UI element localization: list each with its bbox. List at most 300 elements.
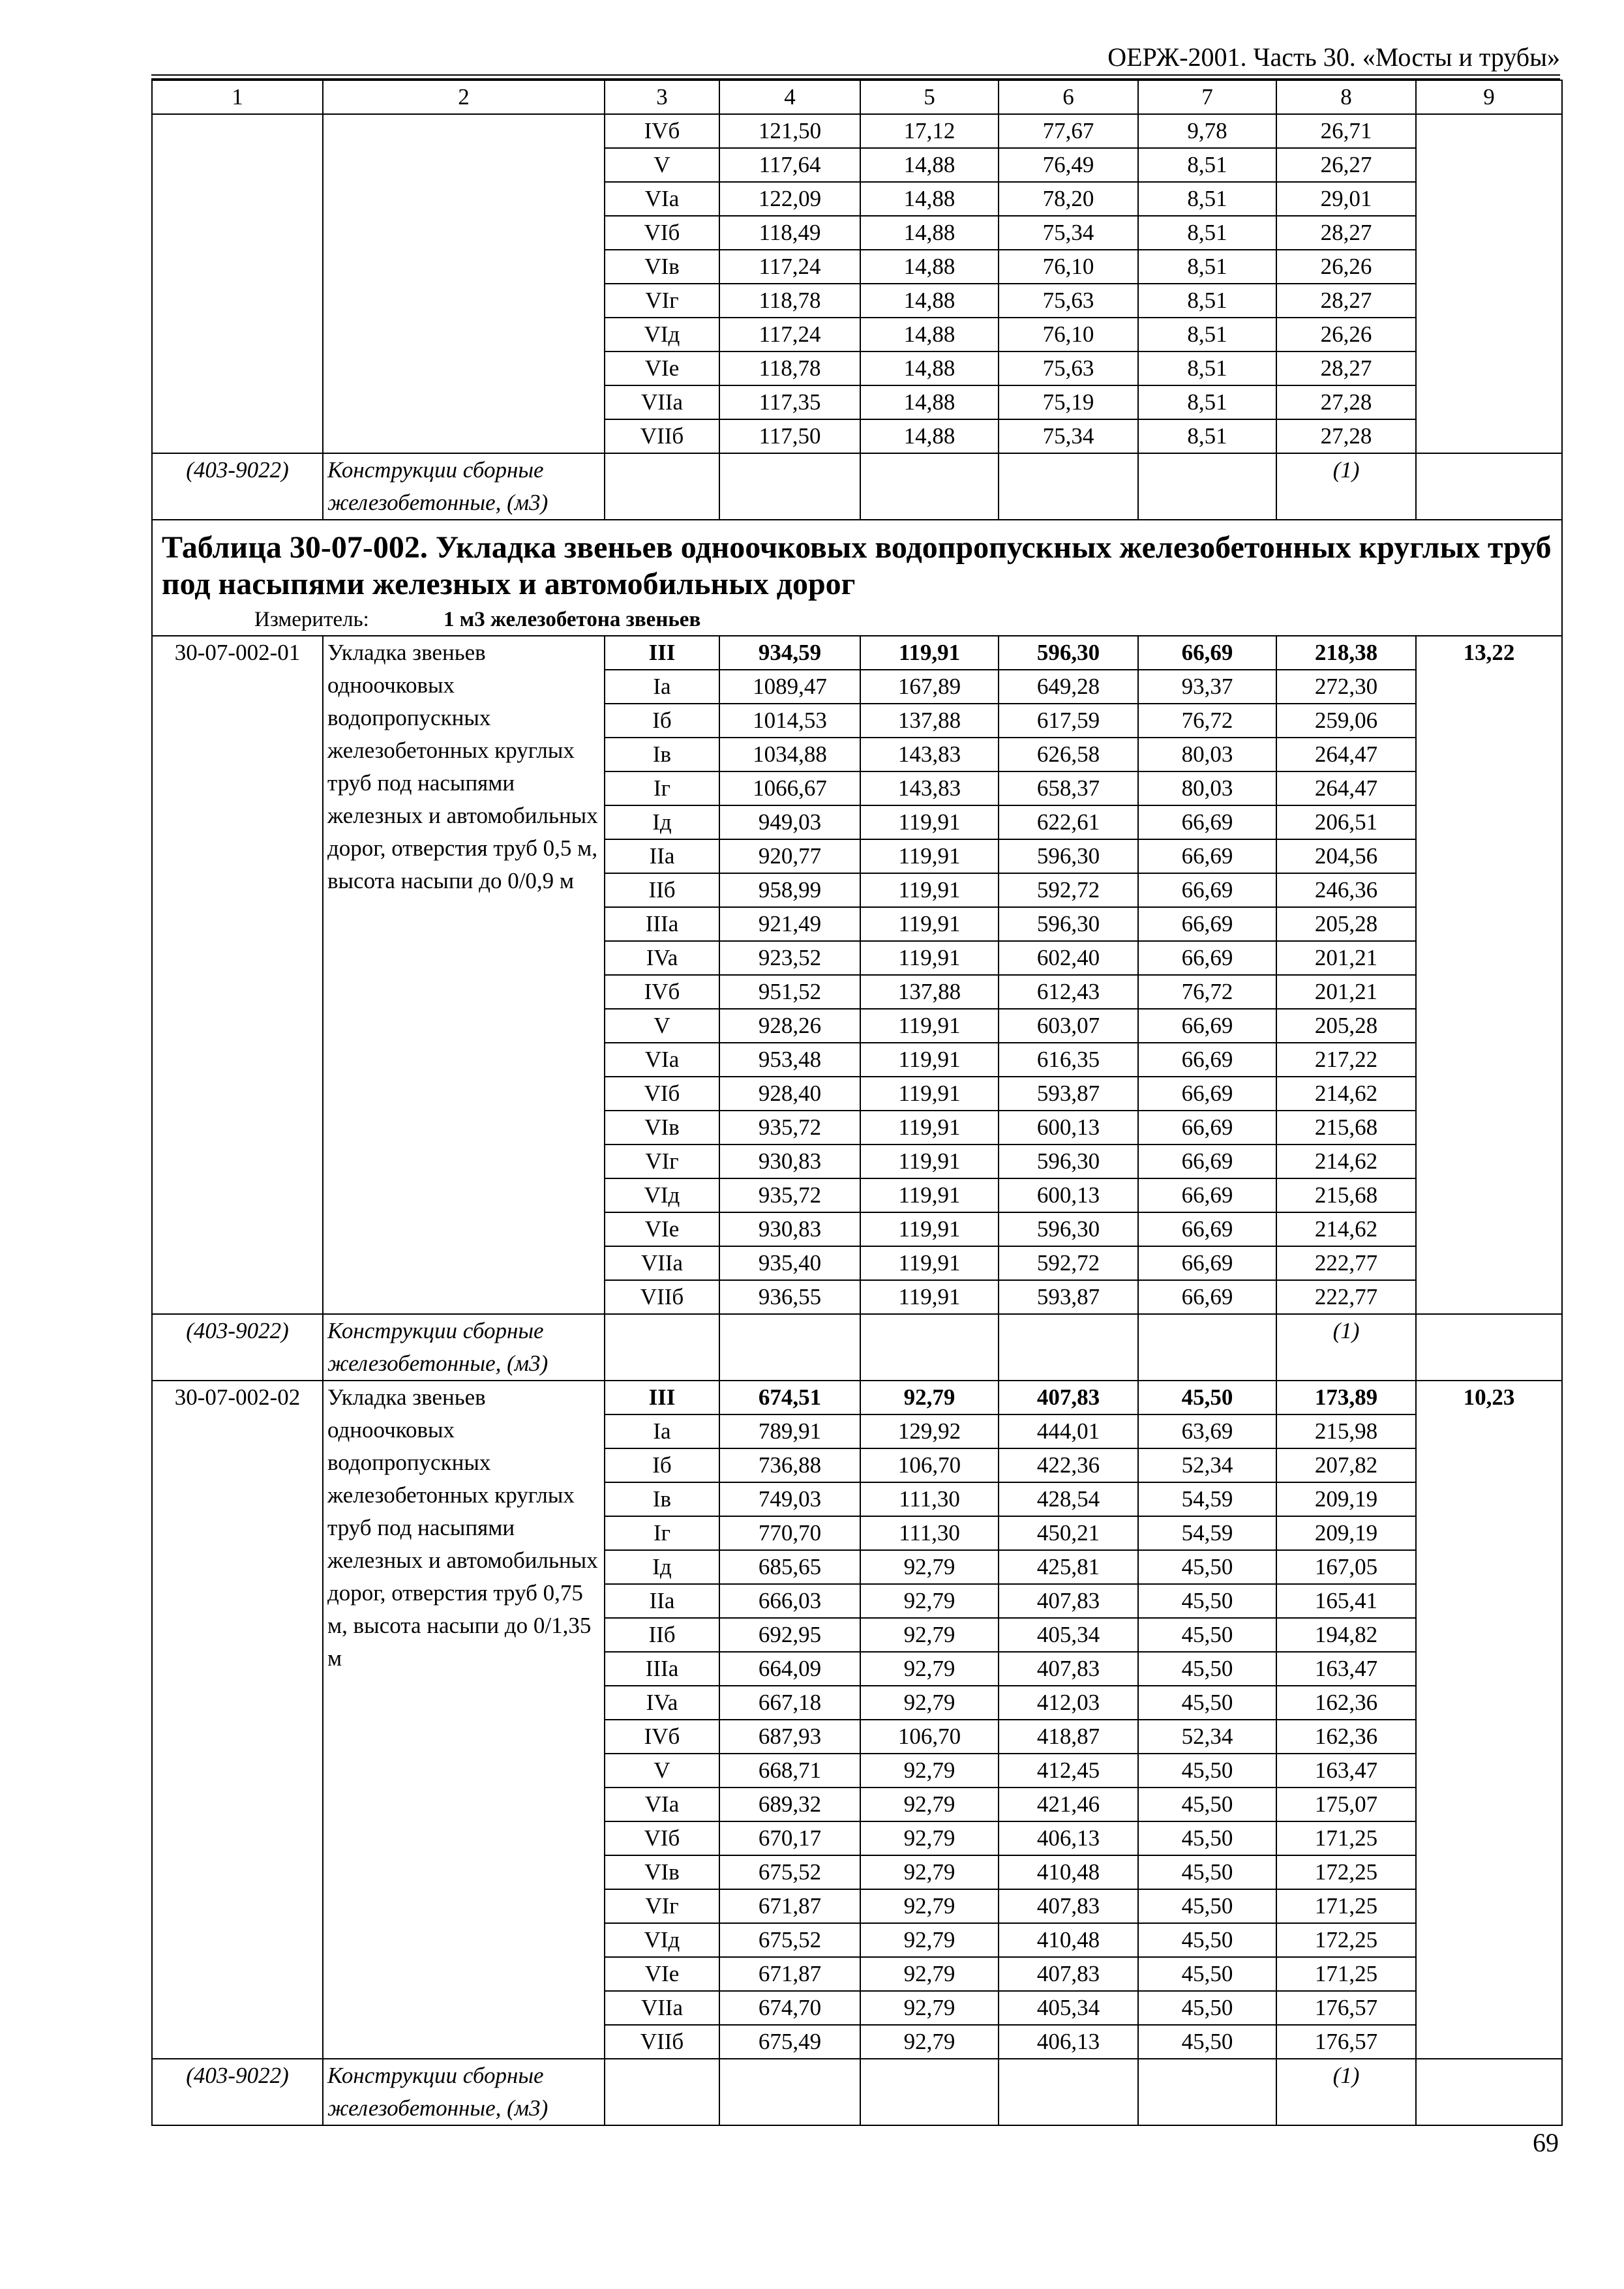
value-cell: 8,51 bbox=[1138, 250, 1276, 284]
value-cell: IVб bbox=[605, 1720, 719, 1754]
value-cell: 626,58 bbox=[999, 738, 1138, 771]
value-cell: 162,36 bbox=[1276, 1720, 1416, 1754]
value-cell: 204,56 bbox=[1276, 839, 1416, 873]
value-cell: Iв bbox=[605, 738, 719, 771]
ref-desc: Конструкции сборные железобетонные, (м3) bbox=[323, 2059, 605, 2125]
col9-cell bbox=[1416, 114, 1562, 453]
value-cell: VIa bbox=[605, 182, 719, 216]
value-cell: VIe bbox=[605, 352, 719, 385]
value-cell: Ia bbox=[605, 1414, 719, 1448]
value-cell: 9,78 bbox=[1138, 114, 1276, 148]
table-title: Таблица 30-07-002. Укладка звеньев одноочковых водопропускных железобетонных круглых труб под насыпями железных и автомобильных дорог bbox=[162, 530, 1552, 601]
empty-cell bbox=[605, 453, 719, 520]
value-cell: 405,34 bbox=[999, 1991, 1138, 2025]
value-cell: 119,91 bbox=[860, 636, 999, 670]
value-cell: 76,72 bbox=[1138, 975, 1276, 1009]
value-cell: 119,91 bbox=[860, 1178, 999, 1212]
value-cell: 407,83 bbox=[999, 1381, 1138, 1414]
value-cell: Iг bbox=[605, 771, 719, 805]
value-cell: 66,69 bbox=[1138, 1009, 1276, 1043]
value-cell: 1034,88 bbox=[719, 738, 860, 771]
value-cell: 92,79 bbox=[860, 1855, 999, 1889]
empty-cell bbox=[999, 453, 1138, 520]
value-cell: 407,83 bbox=[999, 1957, 1138, 1991]
value-cell: 222,77 bbox=[1276, 1280, 1416, 1314]
value-cell: 171,25 bbox=[1276, 1889, 1416, 1923]
value-cell: 215,68 bbox=[1276, 1111, 1416, 1144]
value-cell: 8,51 bbox=[1138, 284, 1276, 318]
value-cell: 117,24 bbox=[719, 318, 860, 352]
empty-cell bbox=[860, 453, 999, 520]
value-cell: 45,50 bbox=[1138, 1381, 1276, 1414]
column-number: 5 bbox=[860, 80, 999, 114]
value-cell: VIв bbox=[605, 1111, 719, 1144]
value-cell: 75,19 bbox=[999, 385, 1138, 419]
value-cell: 664,09 bbox=[719, 1652, 860, 1686]
value-cell: 674,51 bbox=[719, 1381, 860, 1414]
table-row bbox=[152, 636, 1562, 670]
value-cell: 921,49 bbox=[719, 907, 860, 941]
value-cell: 172,25 bbox=[1276, 1855, 1416, 1889]
value-cell: 407,83 bbox=[999, 1652, 1138, 1686]
value-cell: 111,30 bbox=[860, 1482, 999, 1516]
value-cell: 935,72 bbox=[719, 1178, 860, 1212]
value-cell: 689,32 bbox=[719, 1788, 860, 1821]
value-cell: 8,51 bbox=[1138, 182, 1276, 216]
value-cell: 935,72 bbox=[719, 1111, 860, 1144]
value-cell: IIб bbox=[605, 873, 719, 907]
value-cell: 76,72 bbox=[1138, 704, 1276, 738]
value-cell: 259,06 bbox=[1276, 704, 1416, 738]
value-cell: 66,69 bbox=[1138, 839, 1276, 873]
value-cell: 92,79 bbox=[860, 1652, 999, 1686]
empty-cell bbox=[860, 1314, 999, 1381]
value-cell: 175,07 bbox=[1276, 1788, 1416, 1821]
value-cell: VIIб bbox=[605, 1280, 719, 1314]
value-cell: 66,69 bbox=[1138, 1246, 1276, 1280]
value-cell: 1089,47 bbox=[719, 670, 860, 704]
value-cell: 45,50 bbox=[1138, 1957, 1276, 1991]
value-cell: IVб bbox=[605, 114, 719, 148]
value-cell: 930,83 bbox=[719, 1212, 860, 1246]
value-cell: 66,69 bbox=[1138, 873, 1276, 907]
value-cell: Iг bbox=[605, 1516, 719, 1550]
value-cell: 93,37 bbox=[1138, 670, 1276, 704]
value-cell: 8,51 bbox=[1138, 385, 1276, 419]
value-cell: III bbox=[605, 636, 719, 670]
value-cell: 45,50 bbox=[1138, 1618, 1276, 1652]
value-cell: 119,91 bbox=[860, 1144, 999, 1178]
value-cell: IIa bbox=[605, 1584, 719, 1618]
value-cell: 54,59 bbox=[1138, 1516, 1276, 1550]
column-number: 2 bbox=[323, 80, 605, 114]
value-cell: 205,28 bbox=[1276, 907, 1416, 941]
value-cell: 45,50 bbox=[1138, 1923, 1276, 1957]
item-col9: 10,23 bbox=[1416, 1381, 1562, 2059]
value-cell: 28,27 bbox=[1276, 216, 1416, 250]
value-cell: 666,03 bbox=[719, 1584, 860, 1618]
item-col9: 13,22 bbox=[1416, 636, 1562, 1314]
column-number: 9 bbox=[1416, 80, 1562, 114]
value-cell: 106,70 bbox=[860, 1720, 999, 1754]
value-cell: 45,50 bbox=[1138, 1788, 1276, 1821]
value-cell: 119,91 bbox=[860, 1009, 999, 1043]
page-number: 69 bbox=[1533, 2128, 1559, 2157]
value-cell: 418,87 bbox=[999, 1720, 1138, 1754]
empty-cell bbox=[1138, 1314, 1276, 1381]
value-cell: 209,19 bbox=[1276, 1516, 1416, 1550]
value-cell: 92,79 bbox=[860, 1923, 999, 1957]
ref-code: (403-9022) bbox=[152, 1314, 323, 1381]
value-cell: 692,95 bbox=[719, 1618, 860, 1652]
value-cell: 749,03 bbox=[719, 1482, 860, 1516]
value-cell: Iб bbox=[605, 704, 719, 738]
measure-value: 1 м3 железобетона звеньев bbox=[444, 608, 701, 631]
value-cell: 217,22 bbox=[1276, 1043, 1416, 1077]
value-cell: 218,38 bbox=[1276, 636, 1416, 670]
value-cell: 405,34 bbox=[999, 1618, 1138, 1652]
value-cell: 28,27 bbox=[1276, 352, 1416, 385]
value-cell: 117,35 bbox=[719, 385, 860, 419]
value-cell: 600,13 bbox=[999, 1111, 1138, 1144]
value-cell: 66,69 bbox=[1138, 1077, 1276, 1111]
value-cell: 201,21 bbox=[1276, 941, 1416, 975]
value-cell: 14,88 bbox=[860, 216, 999, 250]
value-cell: 602,40 bbox=[999, 941, 1138, 975]
table-title-row bbox=[152, 520, 1562, 636]
value-cell: IVa bbox=[605, 941, 719, 975]
value-cell: 930,83 bbox=[719, 1144, 860, 1178]
value-cell: 600,13 bbox=[999, 1178, 1138, 1212]
desc-cell bbox=[323, 114, 605, 453]
value-cell: 165,41 bbox=[1276, 1584, 1416, 1618]
value-cell: 406,13 bbox=[999, 2025, 1138, 2059]
value-cell: 66,69 bbox=[1138, 1212, 1276, 1246]
value-cell: Iб bbox=[605, 1448, 719, 1482]
value-cell: 117,64 bbox=[719, 148, 860, 182]
empty-cell bbox=[1138, 2059, 1276, 2125]
measure-label: Измеритель: bbox=[254, 608, 369, 631]
value-cell: 171,25 bbox=[1276, 1821, 1416, 1855]
header-title: ОЕРЖ-2001. Часть 30. «Мосты и трубы» bbox=[1107, 42, 1560, 72]
value-cell: 28,27 bbox=[1276, 284, 1416, 318]
value-cell: 117,50 bbox=[719, 419, 860, 453]
value-cell: 410,48 bbox=[999, 1923, 1138, 1957]
value-cell: 214,62 bbox=[1276, 1077, 1416, 1111]
empty-cell bbox=[719, 453, 860, 520]
value-cell: VIa bbox=[605, 1788, 719, 1821]
value-cell: 410,48 bbox=[999, 1855, 1138, 1889]
value-cell: Ia bbox=[605, 670, 719, 704]
ref-value: (1) bbox=[1276, 453, 1416, 520]
value-cell: 163,47 bbox=[1276, 1754, 1416, 1788]
value-cell: 26,26 bbox=[1276, 318, 1416, 352]
value-cell: 66,69 bbox=[1138, 805, 1276, 839]
value-cell: 596,30 bbox=[999, 1212, 1138, 1246]
value-cell: IIa bbox=[605, 839, 719, 873]
column-number: 7 bbox=[1138, 80, 1276, 114]
table-title-cell bbox=[152, 520, 1562, 636]
value-cell: 8,51 bbox=[1138, 352, 1276, 385]
value-cell: 592,72 bbox=[999, 873, 1138, 907]
value-cell: 934,59 bbox=[719, 636, 860, 670]
value-cell: 14,88 bbox=[860, 352, 999, 385]
value-cell: 66,69 bbox=[1138, 1043, 1276, 1077]
value-cell: 75,63 bbox=[999, 284, 1138, 318]
value-cell: 162,36 bbox=[1276, 1686, 1416, 1720]
value-cell: VIг bbox=[605, 284, 719, 318]
value-cell: VIIб bbox=[605, 419, 719, 453]
value-cell: 119,91 bbox=[860, 873, 999, 907]
value-cell: 928,26 bbox=[719, 1009, 860, 1043]
value-cell: 603,07 bbox=[999, 1009, 1138, 1043]
value-cell: 596,30 bbox=[999, 1144, 1138, 1178]
value-cell: 412,45 bbox=[999, 1754, 1138, 1788]
value-cell: 167,05 bbox=[1276, 1550, 1416, 1584]
value-cell: 407,83 bbox=[999, 1584, 1138, 1618]
value-cell: 649,28 bbox=[999, 670, 1138, 704]
value-cell: 92,79 bbox=[860, 1991, 999, 2025]
value-cell: 27,28 bbox=[1276, 385, 1416, 419]
value-cell: 75,34 bbox=[999, 419, 1138, 453]
value-cell: 14,88 bbox=[860, 284, 999, 318]
value-cell: 209,19 bbox=[1276, 1482, 1416, 1516]
value-cell: 671,87 bbox=[719, 1889, 860, 1923]
value-cell: VIг bbox=[605, 1889, 719, 1923]
value-cell: 66,69 bbox=[1138, 1178, 1276, 1212]
value-cell: 119,91 bbox=[860, 1280, 999, 1314]
value-cell: VIa bbox=[605, 1043, 719, 1077]
value-cell: 92,79 bbox=[860, 1889, 999, 1923]
value-cell: 205,28 bbox=[1276, 1009, 1416, 1043]
value-cell: 66,69 bbox=[1138, 636, 1276, 670]
empty-cell bbox=[605, 2059, 719, 2125]
value-cell: 14,88 bbox=[860, 318, 999, 352]
value-cell: 670,17 bbox=[719, 1821, 860, 1855]
ref-code: (403-9022) bbox=[152, 2059, 323, 2125]
value-cell: IIIa bbox=[605, 1652, 719, 1686]
value-cell: 172,25 bbox=[1276, 1923, 1416, 1957]
value-cell: 129,92 bbox=[860, 1414, 999, 1448]
value-cell: VIв bbox=[605, 250, 719, 284]
value-cell: VIб bbox=[605, 216, 719, 250]
value-cell: 658,37 bbox=[999, 771, 1138, 805]
value-cell: 118,78 bbox=[719, 352, 860, 385]
header-rule bbox=[151, 74, 1560, 76]
value-cell: 8,51 bbox=[1138, 419, 1276, 453]
value-cell: 66,69 bbox=[1138, 1144, 1276, 1178]
value-cell: VIe bbox=[605, 1212, 719, 1246]
value-cell: 207,82 bbox=[1276, 1448, 1416, 1482]
code-cell bbox=[152, 114, 323, 453]
item-code: 30-07-002-01 bbox=[152, 636, 323, 1314]
value-cell: 111,30 bbox=[860, 1516, 999, 1550]
value-cell: 137,88 bbox=[860, 704, 999, 738]
value-cell: VIв bbox=[605, 1855, 719, 1889]
reference-row bbox=[152, 2059, 1562, 2125]
value-cell: 92,79 bbox=[860, 1788, 999, 1821]
value-cell: 119,91 bbox=[860, 805, 999, 839]
value-cell: VIб bbox=[605, 1077, 719, 1111]
value-cell: 444,01 bbox=[999, 1414, 1138, 1448]
ref-desc: Конструкции сборные железобетонные, (м3) bbox=[323, 1314, 605, 1381]
value-cell: 596,30 bbox=[999, 839, 1138, 873]
empty-cell bbox=[860, 2059, 999, 2125]
value-cell: 137,88 bbox=[860, 975, 999, 1009]
value-cell: 176,57 bbox=[1276, 1991, 1416, 2025]
value-cell: 122,09 bbox=[719, 182, 860, 216]
value-cell: 119,91 bbox=[860, 941, 999, 975]
value-cell: 215,68 bbox=[1276, 1178, 1416, 1212]
value-cell: IVa bbox=[605, 1686, 719, 1720]
value-cell: 14,88 bbox=[860, 182, 999, 216]
value-cell: VIIa bbox=[605, 1991, 719, 2025]
value-cell: 118,78 bbox=[719, 284, 860, 318]
table-row bbox=[152, 1381, 1562, 1414]
value-cell: 736,88 bbox=[719, 1448, 860, 1482]
value-cell: 171,25 bbox=[1276, 1957, 1416, 1991]
value-cell: 66,69 bbox=[1138, 1111, 1276, 1144]
value-cell: 92,79 bbox=[860, 1686, 999, 1720]
value-cell: 421,46 bbox=[999, 1788, 1138, 1821]
value-cell: 143,83 bbox=[860, 738, 999, 771]
empty-cell bbox=[1416, 1314, 1562, 1381]
value-cell: 958,99 bbox=[719, 873, 860, 907]
value-cell: 92,79 bbox=[860, 1754, 999, 1788]
value-cell: 206,51 bbox=[1276, 805, 1416, 839]
value-cell: 936,55 bbox=[719, 1280, 860, 1314]
value-cell: 92,79 bbox=[860, 1957, 999, 1991]
value-cell: 14,88 bbox=[860, 385, 999, 419]
value-cell: 66,69 bbox=[1138, 907, 1276, 941]
value-cell: 45,50 bbox=[1138, 1652, 1276, 1686]
value-cell: 45,50 bbox=[1138, 1889, 1276, 1923]
value-cell: 214,62 bbox=[1276, 1212, 1416, 1246]
value-cell: 1066,67 bbox=[719, 771, 860, 805]
value-cell: 45,50 bbox=[1138, 1584, 1276, 1618]
value-cell: 428,54 bbox=[999, 1482, 1138, 1516]
value-cell: V bbox=[605, 148, 719, 182]
value-cell: 119,91 bbox=[860, 1077, 999, 1111]
value-cell: 8,51 bbox=[1138, 216, 1276, 250]
value-cell: 143,83 bbox=[860, 771, 999, 805]
value-cell: 14,88 bbox=[860, 419, 999, 453]
value-cell: 92,79 bbox=[860, 1618, 999, 1652]
value-cell: 119,91 bbox=[860, 1212, 999, 1246]
column-number: 4 bbox=[719, 80, 860, 114]
item-description: Укладка звеньев одноочковых водопропускных железобетонных круглых труб под насыпями железных и автомобильных дорог, отверстия труб 0,5 м, высота насыпи до 0/0,9 м bbox=[323, 636, 605, 1314]
column-number: 1 bbox=[152, 80, 323, 114]
measure-line bbox=[162, 606, 1552, 633]
value-cell: 75,63 bbox=[999, 352, 1138, 385]
value-cell: 596,30 bbox=[999, 636, 1138, 670]
value-cell: 52,34 bbox=[1138, 1448, 1276, 1482]
value-cell: 76,49 bbox=[999, 148, 1138, 182]
value-cell: 593,87 bbox=[999, 1077, 1138, 1111]
ref-code: (403-9022) bbox=[152, 453, 323, 520]
empty-cell bbox=[1416, 2059, 1562, 2125]
column-number: 6 bbox=[999, 80, 1138, 114]
value-cell: 412,03 bbox=[999, 1686, 1138, 1720]
value-cell: 78,20 bbox=[999, 182, 1138, 216]
value-cell: 675,49 bbox=[719, 2025, 860, 2059]
value-cell: 76,10 bbox=[999, 250, 1138, 284]
value-cell: 264,47 bbox=[1276, 738, 1416, 771]
value-cell: 675,52 bbox=[719, 1855, 860, 1889]
value-cell: 687,93 bbox=[719, 1720, 860, 1754]
value-cell: 29,01 bbox=[1276, 182, 1416, 216]
value-cell: 119,91 bbox=[860, 839, 999, 873]
value-cell: IIб bbox=[605, 1618, 719, 1652]
value-cell: 450,21 bbox=[999, 1516, 1138, 1550]
value-cell: 593,87 bbox=[999, 1280, 1138, 1314]
value-cell: 92,79 bbox=[860, 1821, 999, 1855]
value-cell: 406,13 bbox=[999, 1821, 1138, 1855]
value-cell: 45,50 bbox=[1138, 1991, 1276, 2025]
empty-cell bbox=[999, 2059, 1138, 2125]
value-cell: 214,62 bbox=[1276, 1144, 1416, 1178]
value-cell: 201,21 bbox=[1276, 975, 1416, 1009]
value-cell: VIe bbox=[605, 1957, 719, 1991]
empty-cell bbox=[999, 1314, 1138, 1381]
value-cell: 66,69 bbox=[1138, 1280, 1276, 1314]
value-cell: 1014,53 bbox=[719, 704, 860, 738]
item-description: Укладка звеньев одноочковых водопропускных железобетонных круглых труб под насыпями железных и автомобильных дорог, отверстия труб 0,75 м, высота насыпи до 0/1,35 м bbox=[323, 1381, 605, 2059]
value-cell: 617,59 bbox=[999, 704, 1138, 738]
value-cell: 54,59 bbox=[1138, 1482, 1276, 1516]
value-cell: V bbox=[605, 1009, 719, 1043]
value-cell: Iд bbox=[605, 805, 719, 839]
value-cell: 45,50 bbox=[1138, 1686, 1276, 1720]
value-cell: 26,71 bbox=[1276, 114, 1416, 148]
value-cell: VIб bbox=[605, 1821, 719, 1855]
page-header bbox=[151, 40, 1560, 74]
value-cell: 592,72 bbox=[999, 1246, 1138, 1280]
value-cell: 17,12 bbox=[860, 114, 999, 148]
value-cell: 92,79 bbox=[860, 2025, 999, 2059]
value-cell: III bbox=[605, 1381, 719, 1414]
value-cell: 63,69 bbox=[1138, 1414, 1276, 1448]
value-cell: 671,87 bbox=[719, 1957, 860, 1991]
value-cell: 119,91 bbox=[860, 1111, 999, 1144]
value-cell: 953,48 bbox=[719, 1043, 860, 1077]
value-cell: 8,51 bbox=[1138, 318, 1276, 352]
value-cell: 675,52 bbox=[719, 1923, 860, 1957]
value-cell: 45,50 bbox=[1138, 2025, 1276, 2059]
ref-value: (1) bbox=[1276, 2059, 1416, 2125]
value-cell: Iд bbox=[605, 1550, 719, 1584]
value-cell: 45,50 bbox=[1138, 1855, 1276, 1889]
value-cell: 612,43 bbox=[999, 975, 1138, 1009]
empty-cell bbox=[719, 1314, 860, 1381]
value-cell: 121,50 bbox=[719, 114, 860, 148]
value-cell: 80,03 bbox=[1138, 738, 1276, 771]
value-cell: 935,40 bbox=[719, 1246, 860, 1280]
value-cell: 14,88 bbox=[860, 250, 999, 284]
value-cell: 27,28 bbox=[1276, 419, 1416, 453]
value-cell: 26,26 bbox=[1276, 250, 1416, 284]
empty-cell bbox=[1138, 453, 1276, 520]
value-cell: 118,49 bbox=[719, 216, 860, 250]
reference-row bbox=[152, 1314, 1562, 1381]
value-cell: 616,35 bbox=[999, 1043, 1138, 1077]
value-cell: 173,89 bbox=[1276, 1381, 1416, 1414]
column-number: 3 bbox=[605, 80, 719, 114]
value-cell: 80,03 bbox=[1138, 771, 1276, 805]
value-cell: 45,50 bbox=[1138, 1550, 1276, 1584]
value-cell: 685,65 bbox=[719, 1550, 860, 1584]
value-cell: IIIa bbox=[605, 907, 719, 941]
